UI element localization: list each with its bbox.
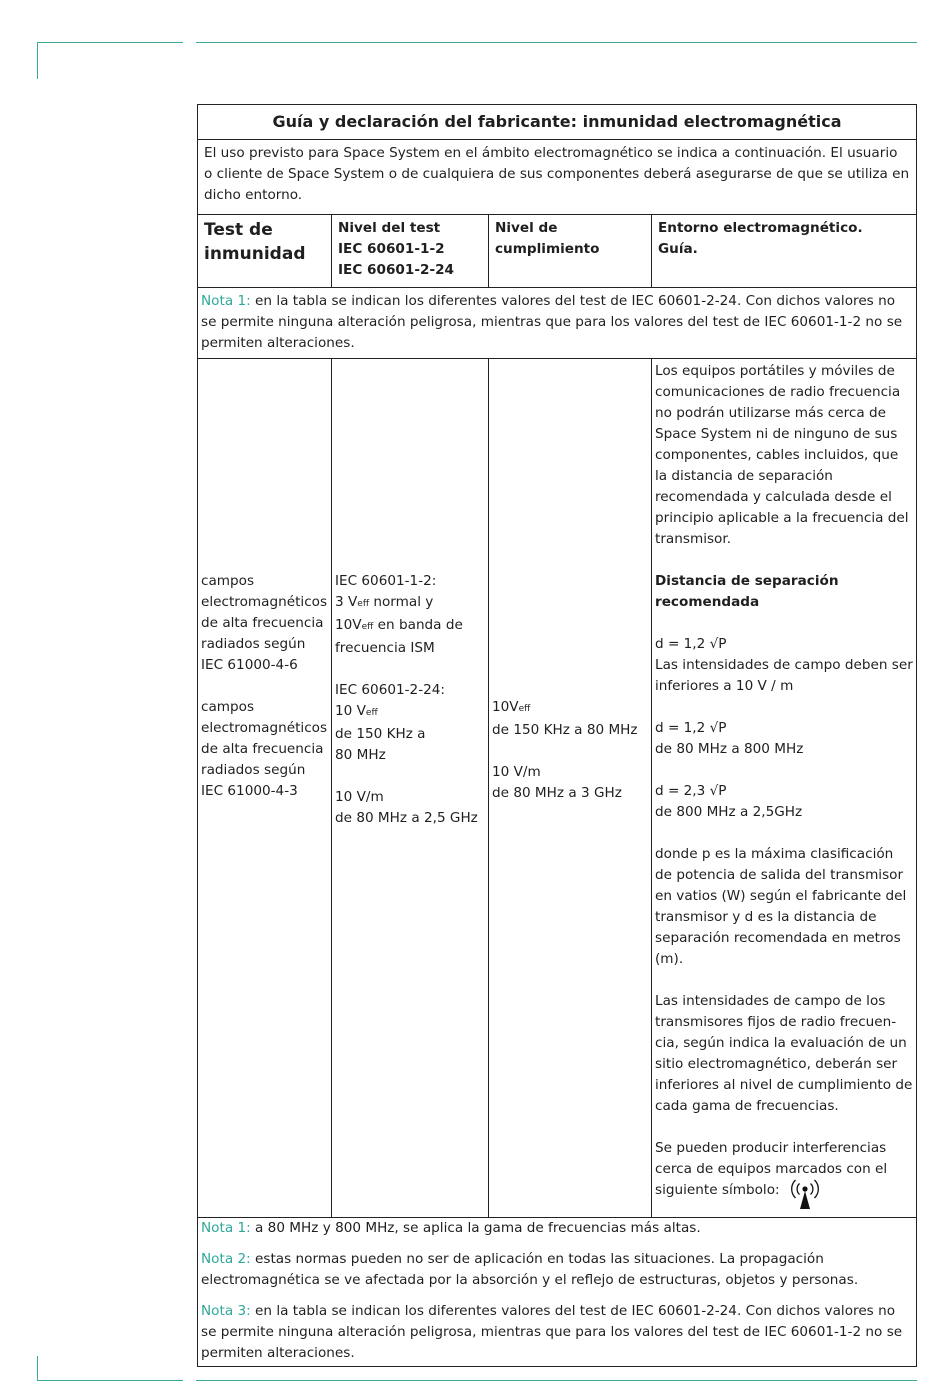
formula-description: de 800 MHz a 2,5GHz [655, 804, 803, 820]
compliance-level-line: 10Veff [492, 699, 531, 715]
non-ionizing-radiation-icon [785, 1177, 825, 1211]
test-level-line: IEC 60601-1-2: [335, 573, 437, 589]
formula-description: Las intensidades de campo deben ser inferiores a 10 V / m [655, 657, 913, 694]
header-test-level-line: Nivel del test [338, 220, 441, 236]
table-header-row [198, 215, 916, 288]
header-environment-line: Guía. [658, 241, 698, 257]
header-test-level-line: IEC 60601-1-2 [338, 241, 445, 257]
formula-line: d = 1,2 √P [655, 720, 727, 736]
header-test-level-line: IEC 60601-2-24 [338, 262, 455, 278]
bottom-left-rule-vertical [37, 1356, 38, 1381]
top-left-rule [37, 42, 183, 43]
immunity-test-conducted: campos electromagnéticos de alta frecuencia radiados según IEC 61000-4-6 [201, 573, 328, 673]
compliance-level-line: de 80 MHz a 3 GHz [492, 785, 622, 801]
table-intro: El uso previsto para Space System en el ámbito electromagnético se indica a continuación. El usuario o cliente de Space System o de cualquiera de sus componentes deberá asegurarse de que se utiliza en dicho entorno. [198, 140, 916, 215]
note-label: Nota 3: [201, 1303, 251, 1319]
test-level-line: de 80 MHz a 2,5 GHz [335, 810, 478, 826]
note-text: a 80 MHz y 800 MHz, se aplica la gama de frecuencias más altas. [250, 1220, 701, 1236]
test-level-line: 10Veff en banda de [335, 617, 463, 633]
test-level-line: frecuencia ISM [335, 640, 435, 656]
header-environment [652, 215, 916, 287]
note-label: Nota 1: [201, 1220, 251, 1236]
top-note [198, 288, 916, 359]
note-text: en la tabla se indican los diferentes valores del test de IEC 60601-2-24. Con dichos valores no se permite ninguna alteración peligrosa, mientras que para los valores del test de IEC 60601-1-2 no se permiten alteraciones. [201, 1303, 903, 1361]
footer-notes [198, 1218, 916, 1366]
table-title: Guía y declaración del fabricante: inmunidad electromagnética [198, 105, 916, 140]
formula-line: d = 2,3 √P [655, 783, 727, 799]
test-level-cell [332, 359, 489, 1217]
formula-description: de 80 MHz a 800 MHz [655, 741, 804, 757]
top-right-rule [196, 42, 917, 43]
compliance-level-line: 10 V/m [492, 764, 541, 780]
guidance-paragraph: Las intensidades de campo de los transmisores fijos de radio frecuen-cia, según indica la evaluación de un sitio electromagnético, deberán ser inferiores al nivel de cumplimiento de cada gama de frecuencias. [655, 993, 913, 1114]
guidance-paragraph: Se pueden producir interferencias cerca de equipos marcados con el siguiente símbolo: [655, 1140, 888, 1198]
immunity-test-cell [198, 359, 332, 1217]
note-text: en la tabla se indican los diferentes valores del test de IEC 60601-2-24. Con dichos valores no se permite ninguna alteración peligrosa, mientras que para los valores del test de IEC 60601-1-2 no se permiten alteraciones. [201, 293, 903, 351]
table-body-row [198, 359, 916, 1218]
compliance-level-cell [489, 359, 652, 1217]
bottom-left-rule [37, 1380, 183, 1381]
header-test-level [332, 215, 489, 287]
footer-note [201, 1249, 913, 1291]
immunity-table [197, 104, 917, 1367]
header-immunity-test: Test de inmunidad [198, 215, 332, 287]
footer-note [201, 1301, 913, 1364]
test-level-line: de 150 KHz a [335, 726, 426, 742]
formula-line: d = 1,2 √P [655, 636, 727, 652]
test-level-line: 10 Veff [335, 703, 378, 719]
test-level-line: IEC 60601-2-24: [335, 682, 445, 698]
immunity-test-radiated: campos electromagnéticos de alta frecuencia radiados según IEC 61000-4-3 [201, 699, 328, 799]
test-level-line: 80 MHz [335, 747, 386, 763]
environment-guidance-cell [652, 359, 916, 1217]
header-environment-line: Entorno electromagnético. [658, 220, 863, 236]
note-label: Nota 2: [201, 1251, 251, 1267]
compliance-level-line: de 150 KHz a 80 MHz [492, 722, 638, 738]
bottom-right-rule [196, 1380, 917, 1381]
guidance-paragraph: Los equipos portátiles y móviles de comunicaciones de radio frecuencia no podrán utilizarse más cerca de Space System ni de ninguno de sus componentes, cables incluidos, que la distancia de separación recomendada y calculada desde el principio aplicable a la frecuencia del transmisor. [655, 363, 909, 547]
header-compliance-level: Nivel de cumplimiento [489, 215, 652, 287]
separation-distance-heading: Distancia de separación recomendada [655, 573, 839, 610]
note-label: Nota 1: [201, 293, 251, 309]
test-level-line: 3 Veff normal y [335, 594, 434, 610]
note-text: estas normas pueden no ser de aplicación en todas las situaciones. La propagación electromagnética se ve afectada por la absorción y el reflejo de estructuras, objetos y personas. [201, 1251, 859, 1288]
test-level-line: 10 V/m [335, 789, 384, 805]
top-left-rule-vertical [37, 42, 38, 79]
guidance-paragraph: donde p es la máxima clasificación de potencia de salida del transmisor en vatios (W) según el fabricante del transmisor y d es la distancia de separación recomendada en metros (m). [655, 846, 907, 967]
